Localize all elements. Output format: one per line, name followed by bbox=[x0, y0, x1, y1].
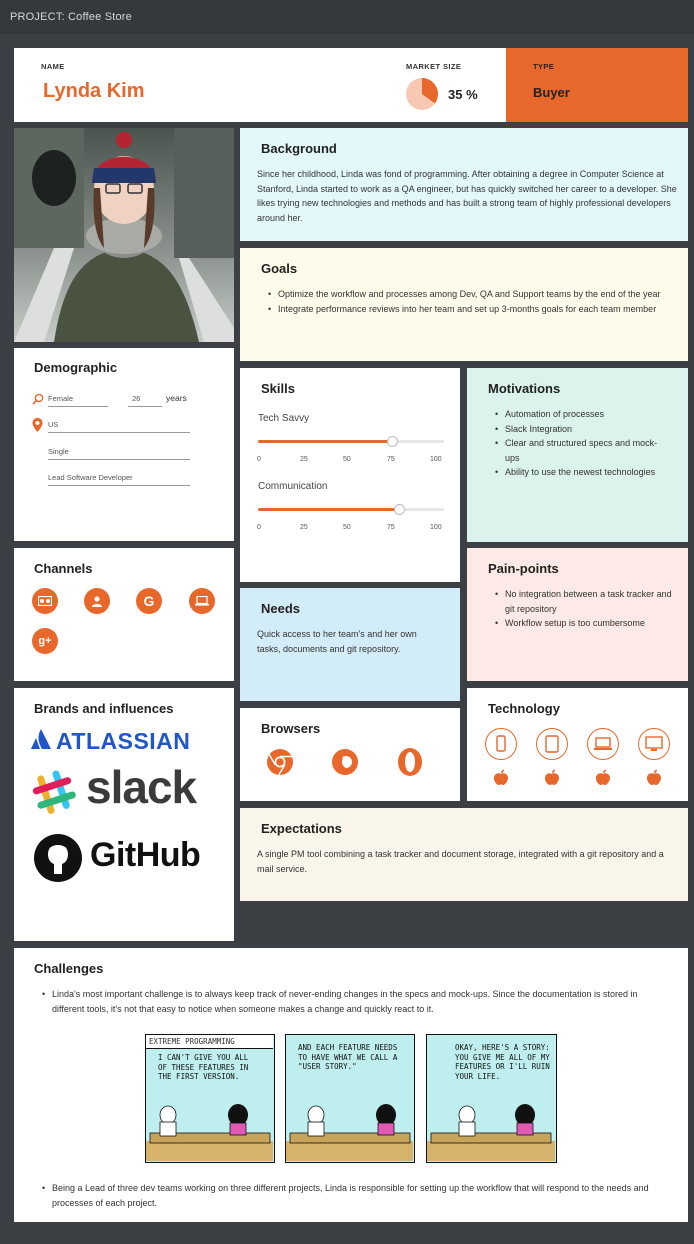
goals-title: Goals bbox=[261, 261, 298, 276]
comic-panel-2 bbox=[285, 1034, 415, 1163]
expectations-text: A single PM tool combining a task tracker and document storage, integrated with a git repository and a mail service. bbox=[257, 849, 664, 874]
atlassian-logo-icon bbox=[30, 728, 52, 750]
demographic-title: Demographic bbox=[34, 360, 118, 375]
skill-slider-handle[interactable] bbox=[394, 504, 405, 515]
needs-title: Needs bbox=[261, 601, 301, 616]
skill-fill bbox=[258, 508, 399, 511]
comic-strip bbox=[145, 1034, 557, 1163]
brands-card bbox=[14, 688, 234, 941]
list-item: • Integrate performance reviews into her team and set up 3-months goals for each team member bbox=[268, 302, 668, 317]
name-label: NAME bbox=[41, 62, 65, 71]
skill-slider-handle[interactable] bbox=[387, 436, 398, 447]
apple-icon bbox=[647, 769, 661, 785]
pain-points-card bbox=[467, 548, 688, 681]
comic-panel-1-art bbox=[146, 1095, 273, 1161]
motivations-card bbox=[467, 368, 688, 542]
persona-photo-image bbox=[14, 128, 234, 342]
background-text: Since her childhood, Linda was fond of programming. After obtaining a degree in Computer Science at Stanford, Linda started to work as a QA engineer, but has quickly switched her career to a developer. She likes trying new technologies and methods and has built a strong team of highly professional developers around her. bbox=[257, 169, 677, 223]
goals-card bbox=[240, 248, 688, 361]
tick-label: 100 bbox=[430, 456, 442, 463]
apple-icon bbox=[596, 769, 610, 785]
slack-logo-text: slack bbox=[86, 761, 197, 813]
tick-label: 25 bbox=[300, 456, 308, 463]
laptop-icon[interactable] bbox=[587, 728, 619, 760]
persona-header bbox=[14, 48, 506, 122]
needs-card bbox=[240, 588, 460, 701]
phone-icon[interactable] bbox=[485, 728, 517, 760]
background-title: Background bbox=[261, 141, 337, 156]
tick-label: 75 bbox=[387, 456, 395, 463]
channels-card bbox=[14, 548, 234, 681]
challenges-title: Challenges bbox=[34, 961, 104, 976]
google-icon[interactable]: G bbox=[136, 588, 162, 614]
comic-panel-2-art bbox=[286, 1095, 413, 1161]
comic-panel-3-text: OKAY, HERE'S A STORY: YOU GIVE ME ALL OF MY FEATURES OR I'LL RUIN YOUR LIFE. bbox=[455, 1043, 550, 1081]
type-value: Buyer bbox=[533, 85, 570, 100]
type-box bbox=[506, 48, 688, 122]
person-icon[interactable] bbox=[84, 588, 110, 614]
demographic-card bbox=[14, 348, 234, 541]
opera-icon[interactable] bbox=[396, 746, 424, 778]
comic-panel-1-title: EXTREME PROGRAMMING bbox=[146, 1035, 273, 1049]
list-item: • Slack Integration bbox=[495, 422, 665, 437]
pain-points-title: Pain-points bbox=[488, 561, 559, 576]
background-card bbox=[240, 128, 688, 241]
age-field[interactable]: 26 bbox=[128, 394, 162, 407]
market-size-pie-icon bbox=[406, 78, 438, 110]
motivations-list bbox=[495, 407, 665, 480]
pain-points-list bbox=[495, 587, 673, 631]
skills-card bbox=[240, 368, 460, 582]
expectations-title: Expectations bbox=[261, 821, 342, 836]
tablet-icon[interactable] bbox=[536, 728, 568, 760]
github-logo-text: GitHub bbox=[90, 836, 201, 874]
firefox-icon[interactable] bbox=[331, 748, 359, 776]
tick-label: 75 bbox=[387, 524, 395, 531]
search-person-icon bbox=[32, 393, 44, 405]
list-item: • Automation of processes bbox=[495, 407, 665, 422]
location-field[interactable]: US bbox=[48, 420, 190, 433]
location-pin-icon bbox=[32, 418, 43, 432]
skill-label-communication: Communication bbox=[258, 481, 328, 492]
list-item: • Linda's most important challenge is to always keep track of never-ending changes in the specs and mock-ups. Since the documentation is stored in different tools, it's not that easy to notice when someone makes a change and quickly react to it. bbox=[42, 987, 662, 1016]
github-logo-icon bbox=[34, 834, 82, 882]
browsers-card bbox=[240, 708, 460, 801]
job-field[interactable]: Lead Software Developer bbox=[48, 473, 190, 486]
brands-title: Brands and influences bbox=[34, 701, 174, 716]
age-unit: years bbox=[166, 393, 187, 403]
channels-title: Channels bbox=[34, 561, 93, 576]
motivations-title: Motivations bbox=[488, 381, 561, 396]
status-field[interactable]: Single bbox=[48, 447, 190, 460]
comic-panel-1-text: I CAN'T GIVE YOU ALL OF THESE FEATURES IN THE FIRST VERSION. bbox=[158, 1053, 249, 1081]
challenges-list-bottom bbox=[42, 1181, 662, 1210]
monitor-icon[interactable] bbox=[638, 728, 670, 760]
comic-panel-1 bbox=[145, 1034, 275, 1163]
slack-logo-icon bbox=[32, 770, 76, 814]
list-item: • No integration between a task tracker and git repository bbox=[495, 587, 673, 616]
tick-label: 50 bbox=[343, 456, 351, 463]
challenges-card bbox=[14, 948, 688, 1222]
list-item: • Workflow setup is too cumbersome bbox=[495, 616, 673, 631]
skills-title: Skills bbox=[261, 381, 295, 396]
comic-panel-3 bbox=[426, 1034, 557, 1163]
project-title-bar bbox=[0, 0, 694, 34]
comic-panel-3-art bbox=[427, 1095, 555, 1161]
type-label: TYPE bbox=[533, 62, 555, 71]
technology-title: Technology bbox=[488, 701, 560, 716]
google-plus-icon[interactable]: g+ bbox=[32, 628, 58, 654]
skill-fill bbox=[258, 440, 392, 443]
laptop-icon[interactable] bbox=[189, 588, 215, 614]
persona-photo bbox=[14, 128, 234, 342]
chrome-icon[interactable] bbox=[266, 748, 294, 776]
tick-label: 0 bbox=[257, 456, 261, 463]
comic-panel-2-text: AND EACH FEATURE NEEDS TO HAVE WHAT WE CALL A "USER STORY." bbox=[298, 1043, 398, 1071]
atlassian-logo-text: ATLASSIAN bbox=[56, 728, 191, 754]
market-size-value: 35 % bbox=[448, 87, 478, 102]
challenges-list-top bbox=[42, 987, 662, 1016]
list-item: • Optimize the workflow and processes among Dev, QA and Support teams by the end of the year bbox=[268, 287, 668, 302]
gender-field[interactable]: Female bbox=[48, 394, 108, 407]
market-size-label: MARKET SIZE bbox=[406, 62, 462, 71]
tick-label: 25 bbox=[300, 524, 308, 531]
technology-card bbox=[467, 688, 688, 801]
needs-text: Quick access to her team's and her own tasks, documents and git repository. bbox=[257, 629, 417, 654]
tick-label: 50 bbox=[343, 524, 351, 531]
list-item: • Being a Lead of three dev teams working on three different projects, Linda is responsible for setting up the workflow that will respond to the needs and processes of each project. bbox=[42, 1181, 662, 1210]
persona-name: Lynda Kim bbox=[43, 80, 145, 102]
list-item: • Ability to use the newest technologies bbox=[495, 465, 665, 480]
speaker-icon[interactable] bbox=[32, 588, 58, 614]
apple-icon bbox=[545, 769, 559, 785]
tick-label: 100 bbox=[430, 524, 442, 531]
tick-label: 0 bbox=[257, 524, 261, 531]
project-title: PROJECT: Coffee Store bbox=[10, 11, 132, 23]
list-item: • Clear and structured specs and mock-ups bbox=[495, 436, 665, 465]
goals-list bbox=[268, 287, 668, 316]
skill-label-tech-savvy: Tech Savvy bbox=[258, 413, 310, 424]
browsers-title: Browsers bbox=[261, 721, 321, 736]
expectations-card bbox=[240, 808, 688, 901]
apple-icon bbox=[494, 769, 508, 785]
